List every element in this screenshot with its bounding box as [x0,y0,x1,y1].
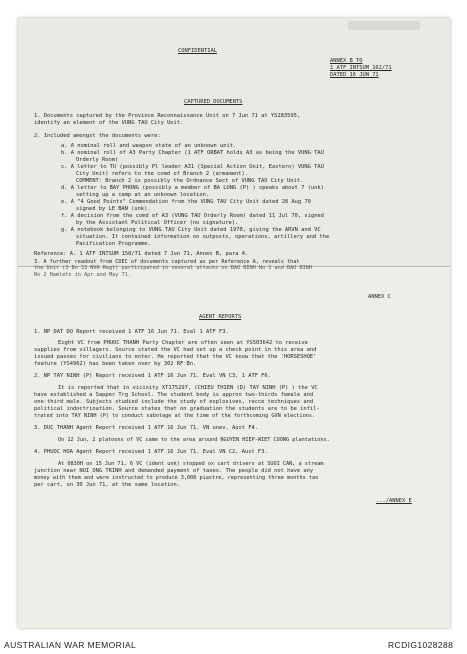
list-item: e. A "4 Good Points" Commendation from the VUNG TAU City Unit dated 28 Aug 70 [61,199,311,205]
classification-heading: CONFIDENTIAL [178,48,217,54]
report-line: Eight VC from PHUOC THANH Party Chapter are often seen at YS503642 to receive [58,340,308,346]
list-item: d. A letter to BAY PHONG (possibly a member of BA LONG (P) ) speaks about 7 (unk) [61,185,324,191]
annex-c-sheet [18,266,450,628]
next-annex-label: .../ANNEX E [376,498,412,504]
list-item-cont: Orderly Room) [76,157,119,163]
faded-stamp [348,21,420,30]
report-heading: 3. DUC THANH Agent Report received 1 ATF 16 Jun 71. VN unev, Aust F4. [34,425,258,431]
document-sheet [18,18,450,628]
list-item-cont: signed by LE BAN (unk). [76,206,151,212]
report-line: supplies from villagers. Source stated the VC had set up a check point in this area and [34,347,317,353]
para-line-partial: the Unit (3 Bn 33 NVA Regt) participated in several attacks on BAO BINH No 1 and BAO BINH [34,265,312,271]
list-item: f. A decision from the comd of A3 (VUNG TAU Orderly Room) dated 11 Jul 70, signed [61,213,324,219]
report-heading: 2. NP TAY NINH (P) Report received 1 ATF 16 Jun 71. Eval VN C3, 1 ATF F6. [34,373,271,379]
annex-b-label: ANNEX B TO [330,58,363,64]
report-line: trated into TAY NINH (P) to conduct sabotage at the time of the forthcoming GVN elections. [34,413,316,419]
report-line: one-third male. Subjects studied include the study of explosives, recce techniques and [34,399,314,405]
report-line: junction near NUI ONG TRINH and demanded payment of taxes. The people did not have any [34,468,314,474]
list-item: g. A notebook belonging to VUNG TAU City Unit dated 1970, giving the ARVN and VC [61,227,321,233]
annex-c-label: ANNEX C [368,294,391,300]
comment-line: COMMENT: Branch 2 is possibly the Ordnance Sect of VUNG TAU City Unit. [76,178,304,184]
intsum-label: 1 ATF INTSUM 162/71 [330,65,392,71]
list-item-cont: by the Assistant Political Officer (no signature). [76,220,239,226]
section-heading-captured-documents: CAPTURED DOCUMENTS [184,99,243,105]
report-line: have established a Sapper Trg School. The student body is approx two-thirds female and [34,392,314,398]
footer-institution: AUSTRALIAN WAR MEMORIAL [4,640,137,650]
dated-label: DATED 16 JUN 71 [330,72,379,78]
report-line: political indoctrination. Source states that on graduation the students are to be infil- [34,406,320,412]
footer-record-id: RCDIG1028288 [388,640,454,650]
report-line: money with them and were instructed to produce 3,000 piastre, representing three months tax [34,475,319,481]
section-heading-agent-reports: AGENT REPORTS [199,314,242,320]
list-item-cont: setting up a camp at an unknown location. [76,192,210,198]
report-heading: 1. NP DAT DO Report received 1 ATF 16 Jun 71. Eval 1 ATF F3. [34,329,229,335]
report-line: feature (YS4962) has been taken over by 302 RF Bn. [34,361,197,367]
para-line: 1. Documents captured by the Province Reconnaissance Unit on 7 Jun 71 at YS283595, [34,113,301,119]
report-line: It is reported that in vicinity XT175297, (CHIEU THIEN (D) TAY NINH (P) ) the VC [58,385,318,391]
list-item: a. A nominal roll and weapon state of an unknown unit. [61,143,237,149]
reference-line: Reference: A. 1 ATF INTSUM 158/71 dated 7 Jun 71, Annex B, para 4. [34,251,249,257]
report-line: per cart, on 30 Jun 71, at the same location. [34,482,181,488]
para-line: 2. Included amongst the documents were: [34,133,161,139]
report-line: At 0830H on 15 Jun 71, 6 VC (ident unk) stopped ox cart drivers at SUOI CAN, a stream [58,461,324,467]
list-item-cont: City Unit) refers to the comd of Branch 2 (armament). [76,171,249,177]
list-item: c. A letter to TU (possibly Pl leader A31 (Special Action Unit, Eastern) VUNG TAU [61,164,324,170]
report-line: On 12 Jun, 2 platoons of VC came to the area around NGUYEN HIEP-WIET CUONG plantations. [58,437,330,443]
report-line: issued passes for civilians to enter. He reported that the VC know that the 'HORSESHOE' [34,354,317,360]
para-line: identify an element of the VUNG TAU City Unit. [34,120,184,126]
list-item-cont: situation. It contained information on outposts, operations, artillery and the [76,234,330,240]
list-item: b. A nominal roll of A3 Party Chapter (1 ATF ORBAT holds A3 as being the VUNG TAU [61,150,324,156]
list-item-cont: Pacification Programme. [76,241,151,247]
report-heading: 4. PHUOC HOA Agent Report received 1 ATF 16 Jun 71. Eval VN C2, Aust F3. [34,449,268,455]
para-line-partial: No 2 Hamlets in Apr and May 71. [34,272,131,278]
para-line: 3. A further readout from CDEC of documents captured as per Reference A, reveals that [34,259,300,265]
